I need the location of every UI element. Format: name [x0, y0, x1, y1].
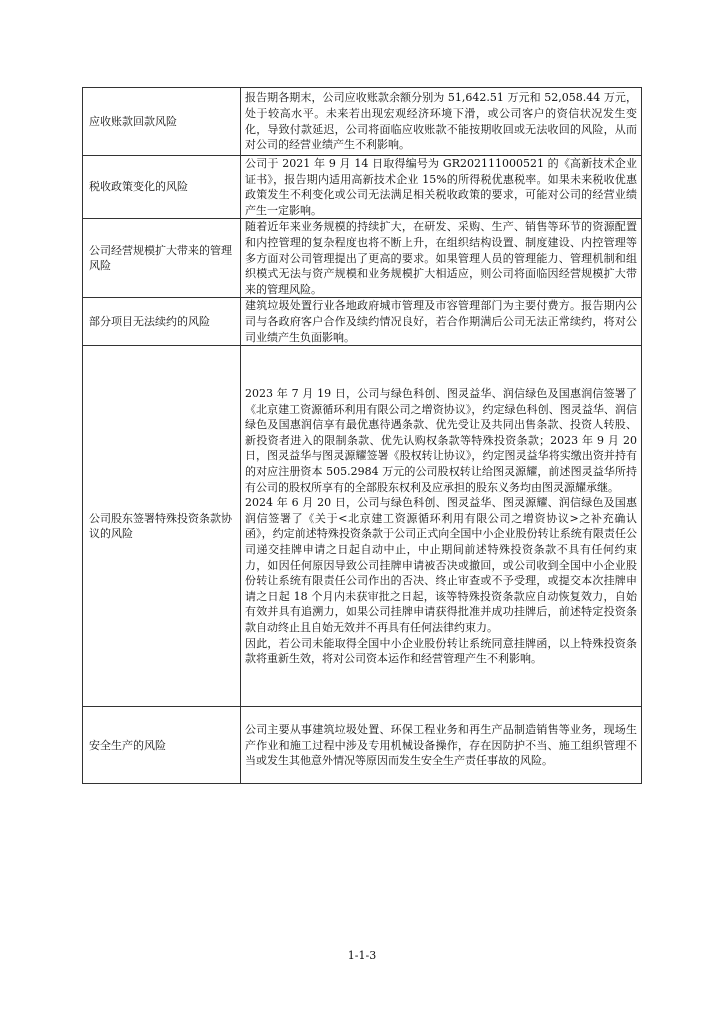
risk-name-cell: 公司经营规模扩大带来的管理风险 — [83, 219, 241, 298]
risk-description-paragraph: 2023 年 7 月 19 日，公司与绿色科创、图灵益华、润信绿色及国惠润信签署了《北京建工资源循环利用有限公司之增资协议》，约定绿色科创、图灵益华、润信绿色及国惠润信享有最优惠待遇条款、优先受让及共同出售条款、投资人转股、新投资者进入的限制条款、优先认购权条款等特殊投资条款；2023 年 9 月 20 日，图灵益华与图灵源耀签署《股权转让协议》，约定图灵益华将实缴出资并持有的对应注册资本 505.2984 万元的公司股权转让给图灵源耀，前述图灵益华所持有公司的股权所享有的全部股东权利及应承担的股东义务均由图灵源耀承继。 — [245, 387, 637, 494]
risk-description-cell — [241, 88, 642, 156]
table-row — [83, 298, 642, 346]
risk-name-cell: 应收账款回款风险 — [83, 88, 241, 156]
table-row — [83, 156, 642, 219]
risk-table — [82, 87, 642, 784]
risk-description-paragraph: 公司于 2021 年 9 月 14 日取得编号为 GR202111000521 的《高新技术企业证书》，报告期内适用高新技术企业 15%的所得税优惠税率。如果未来税收优惠政策发生不利变化或公司无法满足相关税收政策的要求，可能对公司的经营业绩产生一定影响。 — [245, 157, 637, 217]
table-row — [83, 346, 642, 707]
risk-name-cell: 公司股东签署特殊投资条款协议的风险 — [83, 346, 241, 707]
risk-name-cell: 部分项目无法续约的风险 — [83, 298, 241, 346]
risk-description-paragraph: 2024 年 6 月 20 日，公司与绿色科创、图灵益华、图灵源耀、润信绿色及国惠润信签署了《关于<北京建工资源循环利用有限公司之增资协议>之补充确认函》，约定前述特殊投资条款于公司正式向全国中小企业股份转让系统有限责任公司递交挂牌申请之日起自动中止，中止期间前述特殊投资条款不具有任何约束力，如因任何原因导致公司挂牌申请被否决或撤回，或公司收到全国中小企业股份转让系统有限责任公司作出的否决、终止审查或不予受理，或提交本次挂牌申请之日起 18 个月内未获审批之日起，该等特殊投资条款应自动恢复效力，自始有效并具有追溯力，如果公司挂牌申请获得批准并成功挂牌后，前述特定投资条款自动终止且自始无效并不再具有任何法律约束力。 — [245, 496, 637, 634]
risk-description-cell — [241, 298, 642, 346]
risk-description-cell — [241, 707, 642, 784]
risk-description-paragraph: 随着近年来业务规模的持续扩大，在研发、采购、生产、销售等环节的资源配置和内控管理的复杂程度也将不断上升，在组织结构设置、制度建设、内控管理等多方面对公司管理提出了更高的要求。如果管理人员的管理能力、管理机制和组织模式无法与资产规模和业务规模扩大相适应，则公司将面临因经营规模扩大带来的管理风险。 — [245, 220, 637, 296]
page-number: 1-1-3 — [347, 949, 377, 962]
risk-description-paragraph: 公司主要从事建筑垃圾处置、环保工程业务和再生产品制造销售等业务，现场生产作业和施工过程中涉及专用机械设备操作，存在因防护不当、施工组织管理不当或发生其他意外情况等原因而发生安全生产责任事故的风险。 — [245, 722, 637, 768]
risk-name-cell: 安全生产的风险 — [83, 707, 241, 784]
risk-description-paragraph: 报告期各期末，公司应收账款余额分别为 51,642.51 万元和 52,058.44 万元，处于较高水平。未来若出现宏观经济环境下滑，或公司客户的资信状况发生变化，导致付款延迟，公司将面临应收账款不能按期收回或无法收回的风险，从而对公司的经营业绩产生不利影响。 — [245, 91, 637, 152]
risk-name-cell: 税收政策变化的风险 — [83, 156, 241, 219]
table-row — [83, 219, 642, 298]
risk-description-cell — [241, 156, 642, 219]
risk-description-paragraph: 建筑垃圾处置行业各地政府城市管理及市容管理部门为主要付费方。报告期内公司与各政府客户合作及续约情况良好，若合作期满后公司无法正常续约，将对公司业绩产生负面影响。 — [245, 299, 637, 344]
risk-description-cell — [241, 346, 642, 707]
risk-description-cell — [241, 219, 642, 298]
risk-description-paragraph: 因此，若公司未能取得全国中小企业股份转让系统同意挂牌函，以上特殊投资条款将重新生效，将对公司资本运作和经营管理产生不利影响。 — [245, 636, 637, 666]
table-row — [83, 707, 642, 784]
table-row — [83, 88, 642, 156]
